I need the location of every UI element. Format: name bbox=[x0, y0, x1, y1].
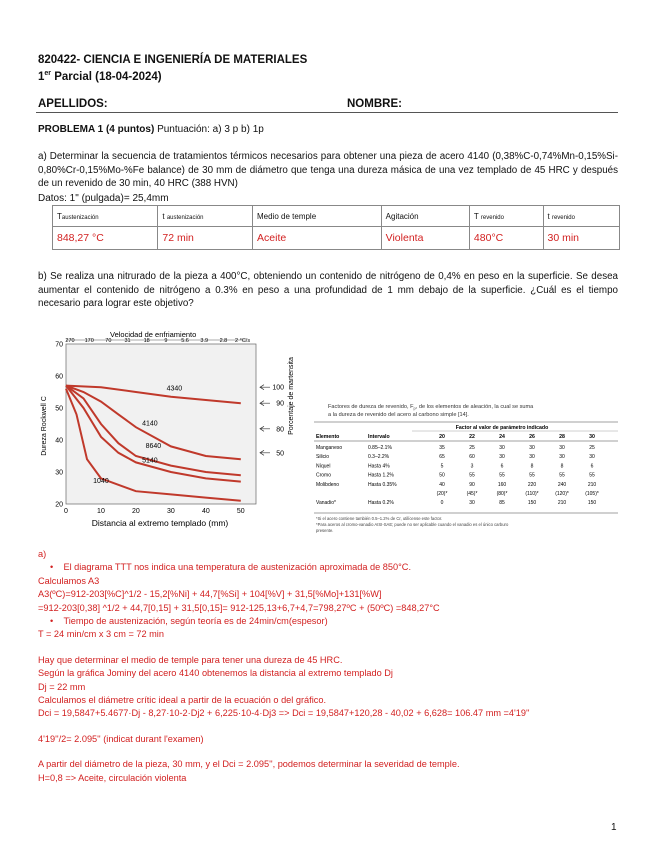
row-value: 220 bbox=[527, 481, 537, 488]
answer-section bbox=[38, 548, 628, 785]
table-note-3: presente. bbox=[316, 528, 334, 533]
row-value: 5 bbox=[440, 463, 444, 470]
x-tick-label: 50 bbox=[236, 508, 245, 515]
y-tick-label: 20 bbox=[55, 501, 63, 509]
row-value: (45)* bbox=[466, 491, 478, 497]
x-tick-label: 30 bbox=[166, 508, 175, 515]
val-time-rev: 30 min bbox=[543, 227, 620, 250]
answer-line: A partir del diámetro de la pieza, 30 mm, y el Dci = 2.095'', podemos determinar la severidad de temple. bbox=[38, 759, 460, 770]
answer-line: Calculamos el diámetre crític ideal a partir de la ecuación o del gráfico. bbox=[38, 695, 327, 706]
y-tick-label: 60 bbox=[55, 373, 63, 381]
group-header: Factor al valor de parámetro indicado bbox=[455, 425, 549, 431]
row-value: (80)* bbox=[496, 491, 508, 497]
col-range: Intervalo bbox=[368, 434, 390, 440]
val-t-aust: 848,27 °C bbox=[53, 227, 158, 250]
row-value: 60 bbox=[469, 454, 475, 461]
row-range: 0.85–2.1% bbox=[368, 445, 392, 451]
row-value: (110)* bbox=[525, 491, 539, 497]
top-tick-label: 18 bbox=[143, 338, 150, 344]
top-tick-label: 9 bbox=[164, 338, 168, 344]
row-value: 30 bbox=[499, 445, 505, 451]
row-value: 30 bbox=[589, 454, 595, 461]
th-time-aust: t austenización bbox=[158, 206, 253, 227]
val-time-aust: 72 min bbox=[158, 227, 253, 250]
th-t-aust: Taustenización bbox=[53, 206, 158, 227]
answer-line: • El diagrama TTT nos indica una temperatura de austenización aproximada de 850°C. bbox=[50, 562, 411, 573]
tempering-table bbox=[312, 400, 622, 535]
row-value: 210 bbox=[557, 500, 567, 507]
course-title: 820422- CIENCIA E INGENIERÍA DE MATERIALES bbox=[38, 54, 308, 66]
right-tick-label: 90 bbox=[276, 400, 284, 408]
param-header: 26 bbox=[529, 434, 535, 440]
table-note-1: *Si el acero contiene también 0.5–1.2% de Cr, utilícense este factor. bbox=[316, 516, 443, 521]
val-medium: Aceite bbox=[253, 227, 382, 250]
curve-label-8640: 8640 bbox=[145, 443, 162, 450]
y-tick-label: 70 bbox=[55, 341, 63, 349]
row-value: 35 bbox=[439, 445, 445, 451]
answer-line: H=0,8 => Aceite, circulación violenta bbox=[38, 772, 187, 783]
row-value: 150 bbox=[587, 500, 597, 507]
row-range: Hasta 1.2% bbox=[368, 472, 394, 479]
row-value: 55 bbox=[469, 472, 475, 479]
row-value: 85 bbox=[499, 500, 505, 507]
x-tick-label: 40 bbox=[201, 508, 210, 515]
row-value: 210 bbox=[587, 481, 597, 488]
nombre-label: NOMBRE: bbox=[347, 98, 402, 110]
row-value: 55 bbox=[559, 472, 565, 479]
answer-line: A3(ºC)=912-203[%C]^1/2 - 15,2[%Ni] + 44,7[%Si] + 104[%V] + 31,5[%Mo]+131[%W] bbox=[38, 589, 382, 600]
treatment-table-values bbox=[53, 227, 620, 250]
y-axis-label: Dureza Rockwell C bbox=[41, 396, 48, 456]
right-arrow bbox=[260, 401, 270, 406]
row-value: 150 bbox=[527, 500, 537, 507]
right-axis-label: Porcentaje de martensita bbox=[288, 357, 295, 435]
row-element: Silicio bbox=[316, 454, 330, 461]
row-value: 25 bbox=[589, 445, 595, 451]
row-value: 30 bbox=[529, 445, 535, 451]
row-value: 90 bbox=[469, 481, 475, 488]
row-value: 55 bbox=[589, 472, 595, 479]
top-tick-label: 270 bbox=[65, 338, 75, 344]
answer-line: Según la gráfica Jominy del acero 4140 obtenemos la distancia al extremo templado Dj bbox=[38, 668, 393, 679]
jominy-chart bbox=[38, 326, 303, 531]
datos-line: Datos: 1" (pulgada)= 25,4mm bbox=[38, 193, 169, 204]
right-arrow bbox=[260, 450, 270, 455]
row-value: 65 bbox=[439, 454, 445, 461]
x-tick-label: 0 bbox=[64, 508, 68, 515]
jominy-figure bbox=[38, 326, 303, 536]
top-tick-label: 5.6 bbox=[181, 338, 189, 344]
exam-title: 1er Parcial (18-04-2024) bbox=[38, 70, 162, 83]
question-b: b) Se realiza una nitrurado de la pieza a 400°C, obteniendo un contenido de nitrógeno de 0,4% en peso en la superficie. Se desea aumentar el contenido de nitrógeno a 0.3% en peso a una profundidad de 1 mm debajo de la superficie. ¿Cuál es el tiempo necesario para lograr este objetivo? bbox=[38, 271, 618, 309]
row-value: 30 bbox=[559, 454, 565, 461]
row-element: Manganeso bbox=[316, 445, 343, 451]
row-element: Vanadio* bbox=[316, 500, 336, 507]
row-value: 50 bbox=[439, 472, 445, 479]
row-value: (105)* bbox=[585, 491, 599, 497]
y-tick-label: 50 bbox=[55, 405, 63, 413]
param-header: 24 bbox=[499, 434, 505, 440]
top-tick-label: 3.9 bbox=[200, 338, 209, 344]
x-tick-label: 10 bbox=[97, 508, 105, 515]
row-value: 3 bbox=[470, 463, 474, 470]
row-element: Cromo bbox=[316, 472, 332, 479]
answer-line: Calculamos A3 bbox=[38, 575, 100, 586]
answer-line: Hay que determinar el medio de temple para tener una dureza de 45 HRC. bbox=[38, 654, 343, 665]
row-range: Hasta 4% bbox=[368, 463, 390, 470]
param-header: 28 bbox=[559, 434, 565, 440]
param-header: 30 bbox=[589, 434, 595, 440]
y-tick-label: 40 bbox=[55, 437, 63, 445]
curve-label-5140: 5140 bbox=[142, 457, 158, 465]
row-value: 30 bbox=[469, 500, 475, 507]
row-value: 6 bbox=[500, 463, 504, 470]
row-value: 30 bbox=[559, 445, 565, 451]
val-agitation: Violenta bbox=[381, 227, 469, 250]
page-number: 1 bbox=[611, 822, 617, 833]
table-note-2: *Para aceros al cromo-vanadio AISI-SAE; puede no ser aplicable cuando el vanadio es el único carburo bbox=[316, 522, 509, 527]
y-tick-label: 30 bbox=[55, 469, 63, 477]
table-caption-2: a la dureza de revenido del acero al carbono simple [14]. bbox=[328, 412, 469, 418]
curve-label-4340: 4340 bbox=[166, 385, 183, 393]
row-value: (120)* bbox=[555, 491, 569, 497]
right-arrow bbox=[260, 385, 270, 390]
row-value: 30 bbox=[499, 454, 505, 461]
row-element: Molibdeno bbox=[316, 481, 340, 488]
answer-line: 4'19''/2= 2.095'' (indicat durant l'examen) bbox=[38, 733, 204, 744]
row-range: Hasta 0.35% bbox=[368, 481, 397, 488]
answer-line: Dci = 19,5847+5.4677·Dj - 8,27·10-2·Dj2 + 6,225·10-4·Dj3 => Dci = 19,5847+120,28 - 40,02 + 6,628= 106.47 mm =4'19'' bbox=[38, 708, 530, 719]
top-tick-label: 2.8 bbox=[219, 338, 228, 344]
row-value: 30 bbox=[529, 454, 535, 461]
param-header: 20 bbox=[439, 434, 445, 440]
val-t-rev: 480°C bbox=[469, 227, 543, 250]
row-value: 25 bbox=[469, 445, 475, 451]
apellidos-label: APELLIDOS: bbox=[38, 98, 108, 110]
tempering-table-figure bbox=[312, 400, 622, 540]
top-tick-label: 70 bbox=[105, 338, 112, 344]
x-axis-label: Distancia al extremo templado (mm) bbox=[91, 518, 229, 528]
top-tick-label: 2 °C/s bbox=[235, 338, 251, 344]
th-time-rev: t revenido bbox=[543, 206, 620, 227]
row-value: 0 bbox=[440, 500, 444, 507]
answer-line: Dj = 22 mm bbox=[38, 681, 86, 692]
right-arrow bbox=[260, 426, 270, 431]
row-element: Níquel bbox=[316, 463, 331, 470]
row-value: 55 bbox=[529, 472, 535, 479]
top-tick-label: 170 bbox=[84, 338, 94, 344]
row-value: 55 bbox=[499, 472, 505, 479]
answer-line: T = 24 min/cm x 3 cm = 72 min bbox=[38, 629, 164, 640]
row-range: Hasta 0.2% bbox=[368, 500, 394, 507]
answer-line: =912-203[0,38] ^1/2 + 44,7[0,15] + 31,5[0,15]= 912-125,13+6,7+4,7=798,27ºC + (50ºC) =848,27°C bbox=[38, 602, 440, 613]
col-element: Elemento bbox=[316, 434, 340, 440]
param-header: 22 bbox=[469, 434, 475, 440]
row-value: 240 bbox=[557, 481, 567, 488]
header-divider bbox=[36, 112, 618, 113]
answer-label: a) bbox=[38, 549, 47, 559]
row-value: 160 bbox=[497, 481, 507, 488]
answer-line: • Tiempo de austenización, según teoría es de 24min/cm(espesor) bbox=[50, 616, 328, 627]
row-value: 40 bbox=[439, 481, 445, 488]
th-medium: Medio de temple bbox=[253, 206, 382, 227]
top-tick-label: 31 bbox=[124, 338, 131, 344]
right-tick-label: 50 bbox=[276, 450, 284, 458]
x-tick-label: 20 bbox=[132, 508, 140, 515]
row-value: 6 bbox=[590, 463, 594, 470]
table-bg bbox=[312, 400, 622, 535]
curve-label-1040: 1040 bbox=[93, 478, 109, 486]
th-t-rev: T revenido bbox=[469, 206, 543, 227]
row-value: (20)* bbox=[436, 491, 448, 497]
row-range: 0.3–2.2% bbox=[368, 454, 390, 461]
row-value: 8 bbox=[530, 463, 534, 470]
treatment-table bbox=[52, 205, 620, 250]
curve-label-4140: 4140 bbox=[142, 420, 158, 428]
question-a: a) Determinar la secuencia de tratamientos térmicos necesarios para obtener una pieza de acero 4140 (0,38%C-0,74%Mn-0,15%Si-0,80%Cr-0,15%Mo-%Fe balance) de 30 mm de diámetro que tenga una dureza másica de una vez templado de 45 HRC y después de un revenido de 30 min, 40 HRC (388 HVN) bbox=[38, 151, 618, 189]
problem-heading: PROBLEMA 1 (4 puntos) Puntuación: a) 3 p b) 1p bbox=[38, 124, 264, 135]
right-tick-label: 80 bbox=[276, 426, 284, 434]
treatment-table-header bbox=[53, 206, 620, 227]
row-value: 8 bbox=[560, 463, 564, 470]
chart-title: Velocidad de enfriamiento bbox=[110, 330, 197, 339]
table-caption-1: Factores de dureza de revenido, $F_p$, de los elementos de aleación, la cual se suma bbox=[328, 404, 534, 411]
right-tick-label: 100 bbox=[272, 384, 284, 392]
th-agitation: Agitación bbox=[381, 206, 469, 227]
